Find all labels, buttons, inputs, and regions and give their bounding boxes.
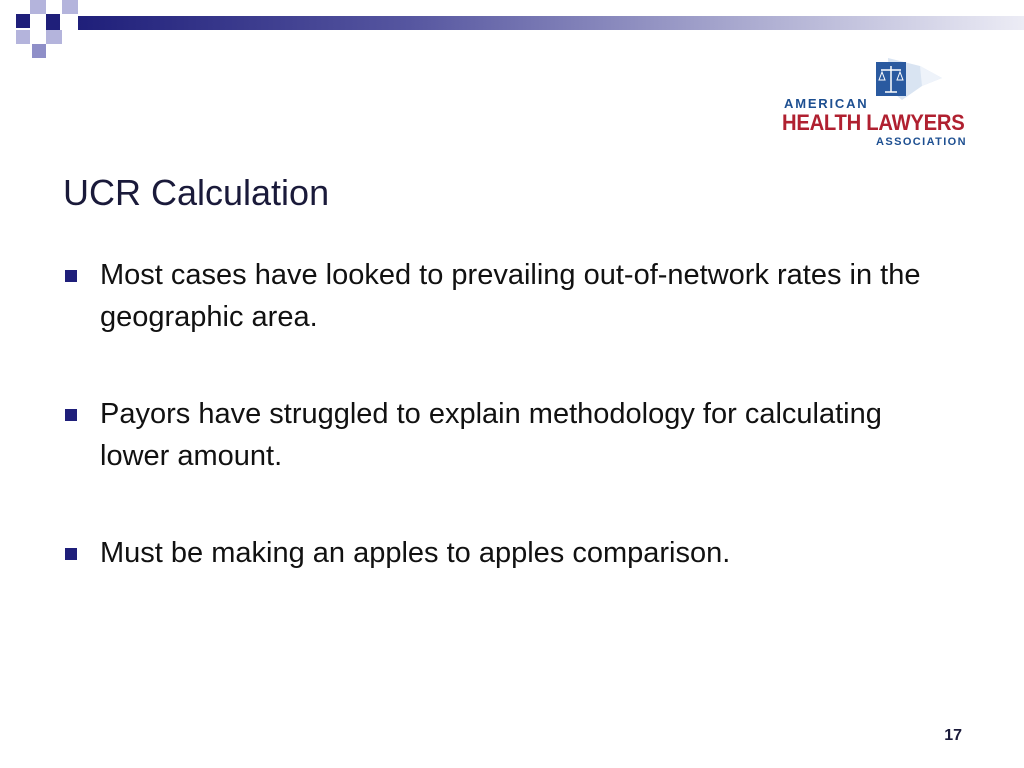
bullet-item [63, 254, 933, 338]
decor-square [16, 30, 30, 44]
bullet-list [63, 254, 933, 629]
logo-text-association: ASSOCIATION [876, 136, 967, 148]
decor-square [46, 14, 60, 30]
page-number: 17 [944, 727, 962, 744]
bullet-item [63, 393, 933, 477]
decor-square [46, 30, 62, 44]
ahla-logo [780, 56, 980, 152]
decor-square [30, 0, 46, 14]
square-bullet-icon [65, 548, 77, 560]
square-bullet-icon [65, 409, 77, 421]
header-gradient-bar [78, 16, 1024, 30]
logo-text-health-lawyers: HEALTH LAWYERS [782, 110, 965, 135]
slide-title: UCR Calculation [63, 172, 330, 213]
decor-square [32, 44, 46, 58]
logo-text-american: AMERICAN [784, 96, 869, 111]
decor-square [62, 0, 78, 14]
bullet-item [63, 532, 933, 574]
square-bullet-icon [65, 270, 77, 282]
scales-of-justice-icon [872, 56, 944, 104]
bullet-text: Payors have struggled to explain methodology for calculating lower amount. [100, 398, 882, 472]
bullet-text: Must be making an apples to apples comparison. [100, 537, 731, 569]
decor-square [16, 14, 30, 28]
bullet-text: Most cases have looked to prevailing out-of-network rates in the geographic area. [100, 259, 921, 333]
